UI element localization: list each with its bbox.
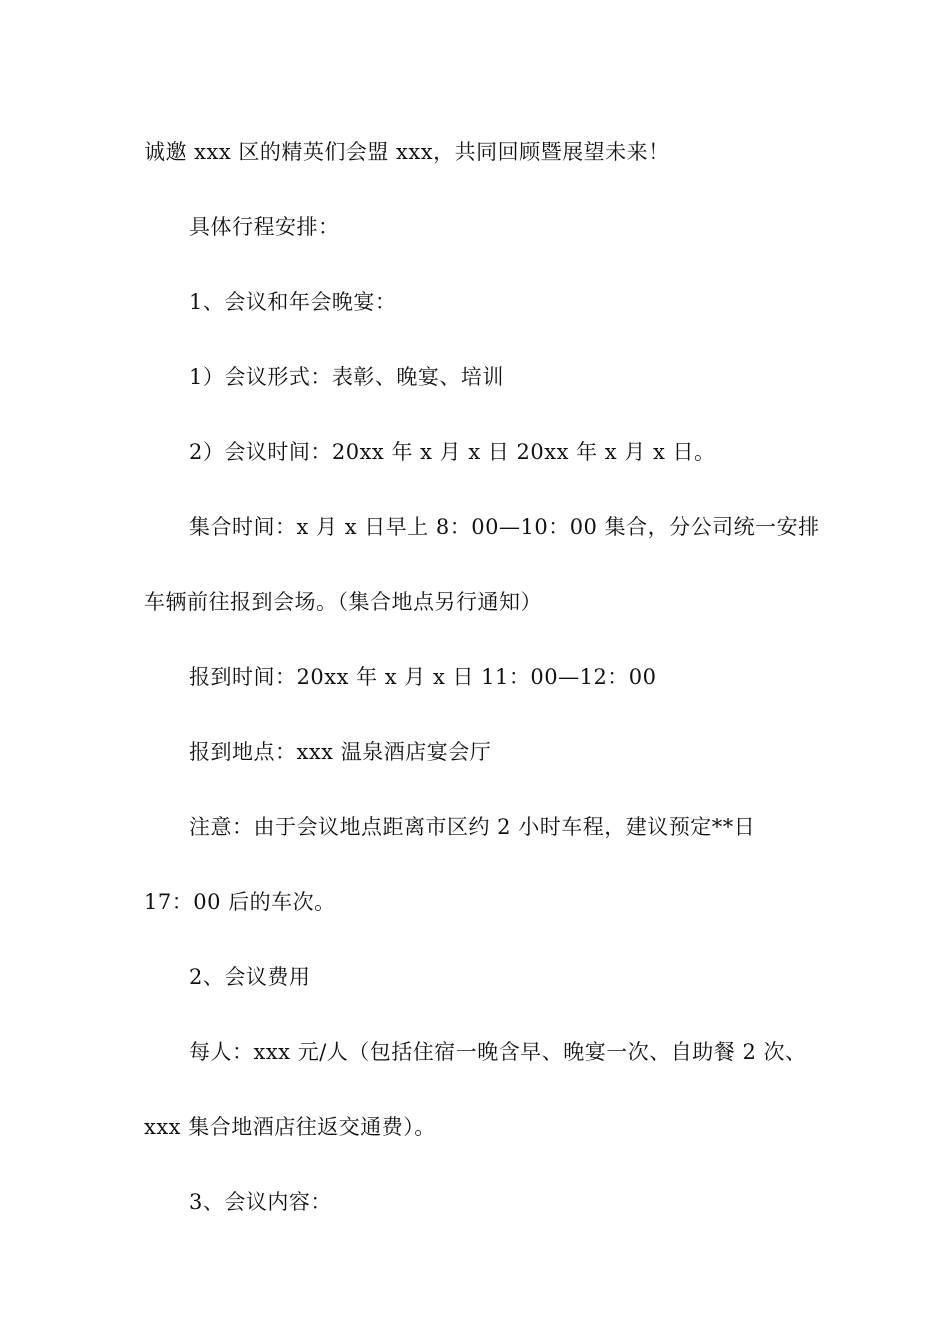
meeting-format: 1）会议形式：表彰、晚宴、培训 <box>189 365 504 389</box>
fee-details-continued: xxx 集合地酒店往返交通费）。 <box>144 1115 436 1139</box>
check-in-time: 报到时间：20xx 年 x 月 x 日 11：00—12：00 <box>189 665 657 689</box>
section-3-heading: 3、会议内容： <box>189 1190 332 1214</box>
gathering-time: 集合时间：x 月 x 日早上 8：00—10：00 集合，分公司统一安排 <box>189 515 820 539</box>
fee-details: 每人：xxx 元/人（包括住宿一晚含早、晚宴一次、自助餐 2 次、 <box>189 1040 807 1064</box>
section-1-heading: 1、会议和年会晚宴： <box>189 290 397 314</box>
travel-note: 注意：由于会议地点距离市区约 2 小时车程，建议预定**日 <box>189 815 756 839</box>
itinerary-heading: 具体行程安排： <box>189 215 340 239</box>
meeting-time: 2）会议时间：20xx 年 x 月 x 日 20xx 年 x 月 x 日。 <box>189 440 716 464</box>
check-in-location: 报到地点：xxx 温泉酒店宴会厅 <box>189 740 492 764</box>
section-2-heading: 2、会议费用 <box>189 965 311 989</box>
travel-note-continued: 17：00 后的车次。 <box>144 890 336 914</box>
gathering-time-continued: 车辆前往报到会场。（集合地点另行通知） <box>144 590 542 614</box>
invitation-line: 诚邀 xxx 区的精英们会盟 xxx，共同回顾暨展望未来！ <box>144 140 670 164</box>
